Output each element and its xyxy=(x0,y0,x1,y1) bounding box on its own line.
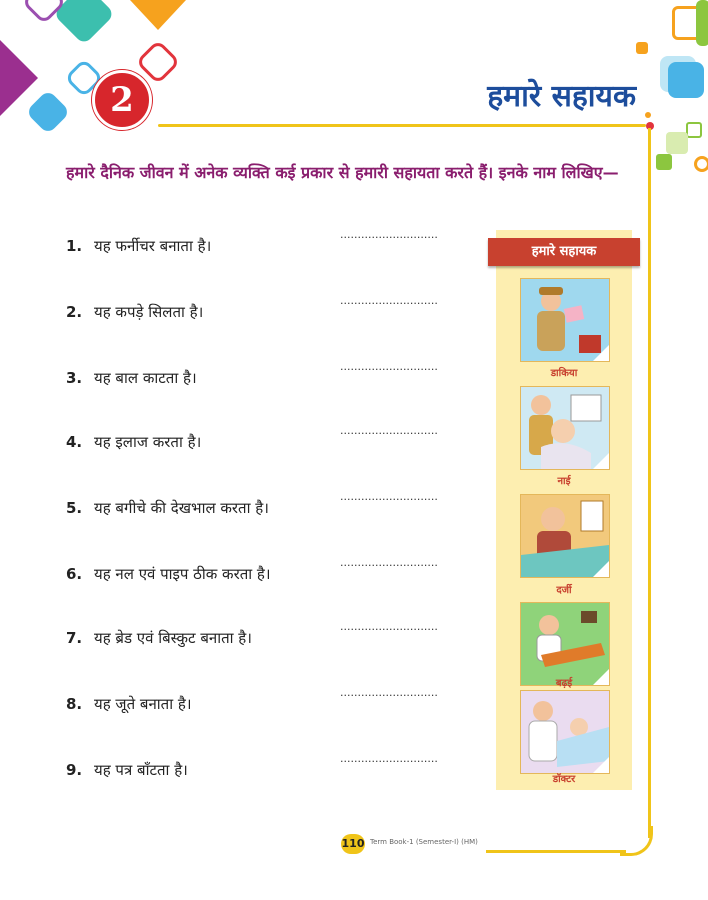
book-label: Term Book-1 (Semester-I) (HM) xyxy=(370,838,478,846)
helpers-panel-heading: हमारे सहायक xyxy=(488,238,640,266)
question-item xyxy=(66,694,192,714)
question-number: 6. xyxy=(66,565,83,583)
answer-blank[interactable]: ............................ xyxy=(340,360,438,373)
title-underline xyxy=(158,124,646,127)
question-text: यह ब्रेड एवं बिस्कुट बनाता है। xyxy=(94,629,252,647)
frame-corner xyxy=(620,826,653,856)
answer-blank[interactable]: ............................ xyxy=(340,228,438,241)
answer-blank[interactable]: ............................ xyxy=(340,752,438,765)
question-item xyxy=(66,302,203,322)
instruction-text: हमारे दैनिक जीवन में अनेक व्यक्ति कई प्रकार से हमारी सहायता करते हैं। इनके नाम लिखिए— xyxy=(66,163,619,182)
postman-illustration xyxy=(520,278,610,362)
tailor-illustration xyxy=(520,494,610,578)
question-text: यह पत्र बाँटता है। xyxy=(94,761,188,779)
frame-line-right xyxy=(648,128,651,838)
question-item xyxy=(66,432,201,452)
answer-blank[interactable]: ............................ xyxy=(340,490,438,503)
question-number: 2. xyxy=(66,303,83,321)
question-text: यह फर्नीचर बनाता है। xyxy=(94,237,212,255)
question-text: यह कपड़े सिलता है। xyxy=(94,303,204,321)
question-text: यह बगीचे की देखभाल करता है। xyxy=(94,499,269,517)
answer-blank[interactable]: ............................ xyxy=(340,686,438,699)
helper-caption: डाकिया xyxy=(550,368,578,379)
answer-blank[interactable]: ............................ xyxy=(340,424,438,437)
helper-caption: डॉक्टर xyxy=(552,774,576,785)
question-number: 3. xyxy=(66,369,83,387)
doctor-illustration xyxy=(520,690,610,774)
question-item xyxy=(66,236,211,256)
question-number: 5. xyxy=(66,499,83,517)
helper-caption: नाई xyxy=(557,476,571,487)
question-text: यह जूते बनाता है। xyxy=(94,695,192,713)
helper-caption: बढ़ई xyxy=(555,678,573,689)
question-text: यह बाल काटता है। xyxy=(94,369,197,387)
barber-illustration xyxy=(520,386,610,470)
question-number: 8. xyxy=(66,695,83,713)
question-number: 1. xyxy=(66,237,83,255)
carpenter-illustration xyxy=(520,602,610,686)
helper-caption: दर्जी xyxy=(556,585,572,596)
chapter-number-badge: 2 xyxy=(92,70,152,130)
answer-blank[interactable]: ............................ xyxy=(340,556,438,569)
question-text: यह नल एवं पाइप ठीक करता है। xyxy=(94,565,271,583)
answer-blank[interactable]: ............................ xyxy=(340,294,438,307)
question-item xyxy=(66,628,252,648)
page-number: 110 xyxy=(341,834,365,854)
answer-blank[interactable]: ............................ xyxy=(340,620,438,633)
question-text: यह इलाज करता है। xyxy=(94,433,202,451)
question-item xyxy=(66,564,271,584)
frame-line-bottom xyxy=(486,850,626,853)
question-item xyxy=(66,368,197,388)
question-item xyxy=(66,498,269,518)
question-number: 4. xyxy=(66,433,83,451)
question-item xyxy=(66,760,188,780)
question-number: 9. xyxy=(66,761,83,779)
question-number: 7. xyxy=(66,629,83,647)
page-title: हमारे सहायक xyxy=(487,79,636,114)
